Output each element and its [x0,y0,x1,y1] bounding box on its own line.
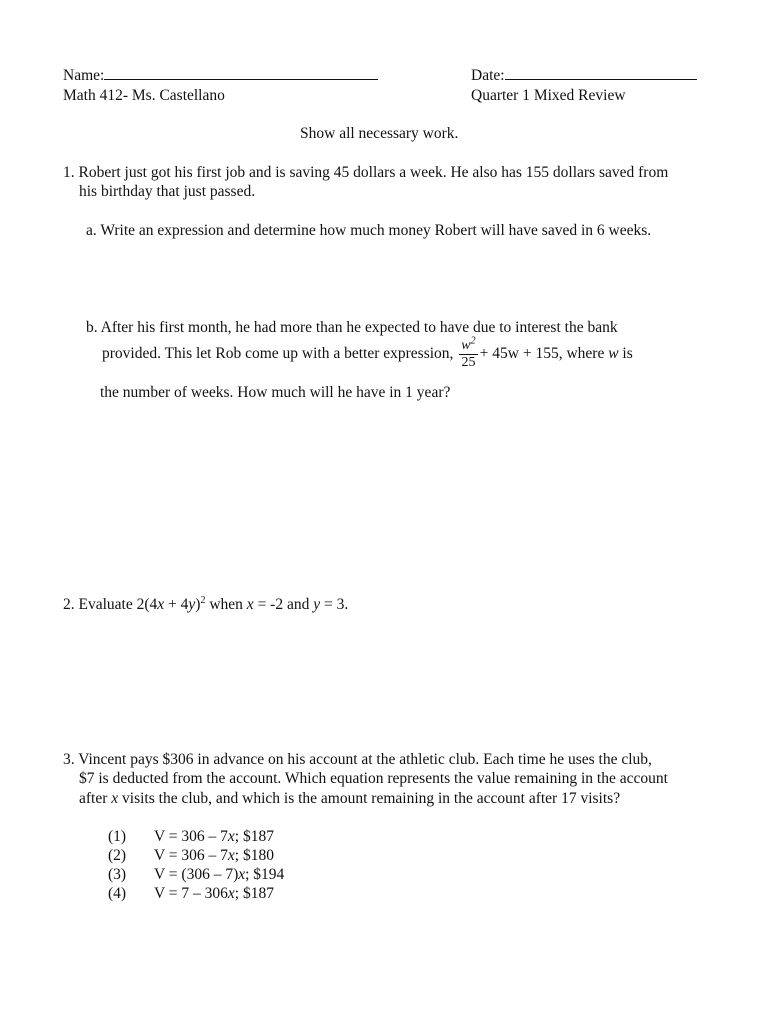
name-line[interactable] [63,66,378,85]
question-1-number: 1. [63,164,75,181]
question-1-line2: his birthday that just passed. [79,183,256,200]
choice-4[interactable]: (4) V = 7 – 306x; $187 [108,885,274,902]
question-1b-line3: the number of weeks. How much will he have in 1 year? [100,384,451,401]
question-1a: a. Write an expression and determine how much money Robert will have saved in 6 weeks. [86,222,652,239]
choice-1[interactable]: (1) V = 306 – 7x; $187 [108,828,274,845]
question-3-line1: 3. Vincent pays $306 in advance on his account at the athletic club. Each time he uses the club, [63,751,652,768]
expression-rest: + 45w + 155 [479,345,559,363]
date-label: Date: [471,67,505,84]
date-line[interactable] [471,66,697,85]
date-blank[interactable] [505,66,697,80]
worksheet-title: Quarter 1 Mixed Review [471,87,626,104]
question-1-line1: 1. Robert just got his first job and is saving 45 dollars a week. He also has 155 dollars saved from [63,164,669,181]
instructions: Show all necessary work. [300,125,459,142]
question-3-line2: $7 is deducted from the account. Which equation represents the value remaining in the account [79,770,668,787]
question-1b-line2: provided. This let Rob come up with a better expression, $\frac{w^2}{25}$ + 45w + 155, where w is [102,335,633,370]
choice-3[interactable]: (3) V = (306 – 7)x; $194 [108,866,285,883]
question-1b-line1: b. After his first month, he had more than he expected to have due to interest the bank [86,319,618,336]
choice-2[interactable]: (2) V = 306 – 7x; $180 [108,847,274,864]
name-blank[interactable] [104,66,378,80]
question-2: 2. Evaluate $2(4x + 4y)^2$ when x = -2 and y = 3. [63,594,349,613]
course-label: Math 412- Ms. Castellano [63,87,225,104]
name-label: Name: [63,67,105,84]
expression-fraction: $\frac{w^2}{25}$ [461,335,476,370]
question-3-line3: after x visits the club, and which is the amount remaining in the account after 17 visits? [79,790,621,807]
